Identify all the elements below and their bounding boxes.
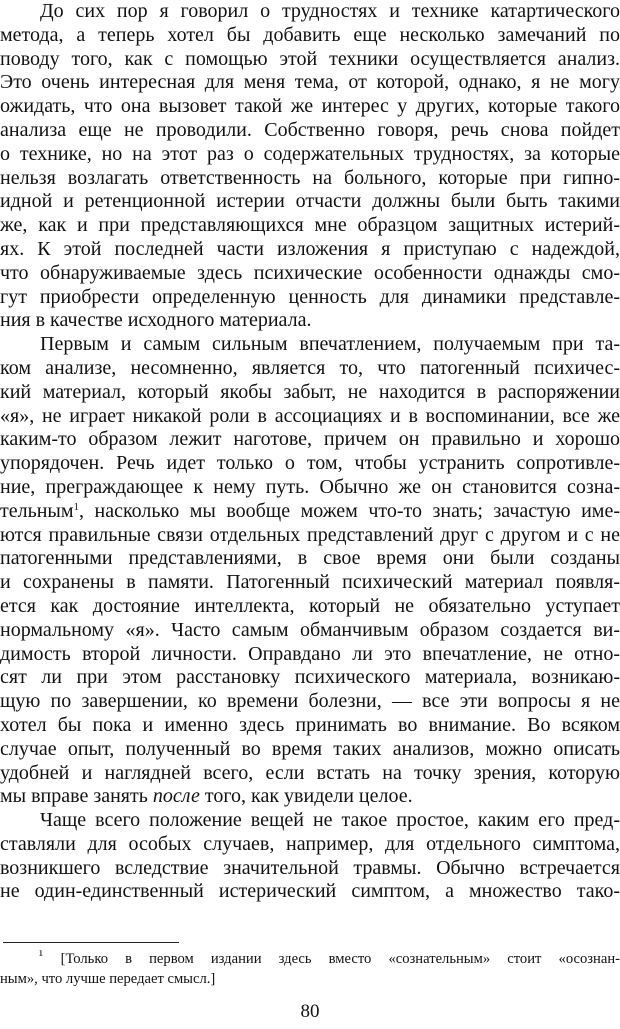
text-line: поводу того, как с помощью этой техники осуществляется анализ. [0,47,620,70]
text-line: анализа еще не проводили. Собственно говоря, речь снова пойдет [0,118,620,141]
text-line: ях. К этой последней части изложения я приступаю с надеждой, [0,237,620,260]
text-line: нельзя возлагать ответственность на больного, которые при гипно- [0,166,620,189]
text-line [0,785,620,809]
text-fragment: того, как увидели целое. [199,785,413,808]
text-line: щую по завершении, ко времени болезни, — все эти вопросы я не [0,690,620,713]
text-line: сят ли при этом расстановку психического материала, возникаю- [0,666,620,689]
italic-word: после [152,785,200,808]
text-line: каким-то образом лежит наготове, причем он правильно и хорошо [0,428,620,451]
text-fragment: , насколько мы вообще можем что-то знать; зачастую име- [79,499,620,522]
text-line: ставляли для особых случаев, например, для отдельного симптома, [0,832,620,855]
footnote-line: ным», что лучше передает смысл.] [0,970,216,987]
text-line-with-footnote [0,500,620,524]
text-line: ются правильные связи отдельных представлений друг с другом и с не [0,523,620,546]
text-line: ком анализе, несомненно, является то, что патогенный психичес- [0,356,620,379]
text-line: возникшего вследствие значительной травмы. Обычно встречается [0,856,620,879]
text-fragment: тельным [0,499,74,522]
text-line: кий материал, который якобы забыт, не находится в распоряжении [0,380,620,403]
text-line: ется как достояние интеллекта, который не обязательно уступает [0,594,620,617]
text-line: Это очень интересная для меня тема, от которой, однако, я не могу [0,71,620,94]
text-line: же, как и при представляющихся мне образцом защитных истерий- [0,214,620,237]
footnote-line [0,950,620,970]
footnote [0,950,620,989]
text-line: что обнаруживаемые здесь психические особенности однажды смо- [0,261,620,284]
text-line: ние, преграждающее к нему путь. Обычно же он становится созна- [0,475,620,498]
text-line: идной и ретенционной истерии отчасти должны были быть такими [0,190,620,213]
text-line: нормальному «я». Часто самым обманчивым образом создается ви- [0,618,620,641]
text-line: Первым и самым сильным впечатлением, получаемым при та- [40,333,620,356]
text-line: ожидать, что она вызовет такой же интерес у других, которые такого [0,95,620,118]
text-line: Чаще всего положение вещей не такое простое, каким его пред- [40,809,620,832]
text-line: хотел бы пока и именно здесь принимать во внимание. Во всяком [0,713,620,736]
footnote-text: [Только в первом издании здесь вместо «сознательным» стоит «осознан- [43,951,620,967]
footnote-mark: 1 [38,950,44,959]
text-line: «я», не играет никакой роли в ассоциациях и в воспоминании, все же [0,404,620,427]
text-line: о технике, но на этот раз о содержательных трудностях, за которые [0,142,620,165]
page-number: 80 [300,1001,320,1022]
text-fragment: мы вправе занять [0,785,153,808]
footnote-divider [3,942,179,943]
text-line: метода, а теперь хотел бы добавить еще несколько замечаний по [0,23,620,46]
text-line: гут приобрести определенную ценность для динамики представле- [0,285,620,308]
text-line: ния в качестве исходного материала. [0,309,312,332]
text-line: патогенными представлениями, в свое время они были созданы [0,547,620,570]
text-line: димость второй личности. Оправдано ли это впечатление, не отно- [0,642,620,665]
text-line: и сохранены в памяти. Патогенный психический материал появля- [0,571,620,594]
text-line: упорядочен. Речь идет только о том, чтобы устранить сопротивле- [0,452,620,475]
text-line: удобней и наглядней всего, если встать на точку зрения, которую [0,761,620,784]
text-line: случае опыт, полученный во время таких анализов, можно описать [0,737,620,760]
footnote-reference[interactable]: 1 [73,500,80,513]
text-line: не один-единственный истерический симптом, а множество тако- [0,880,620,903]
text-line: До сих пор я говорил о трудностях и технике катартического [40,0,620,22]
